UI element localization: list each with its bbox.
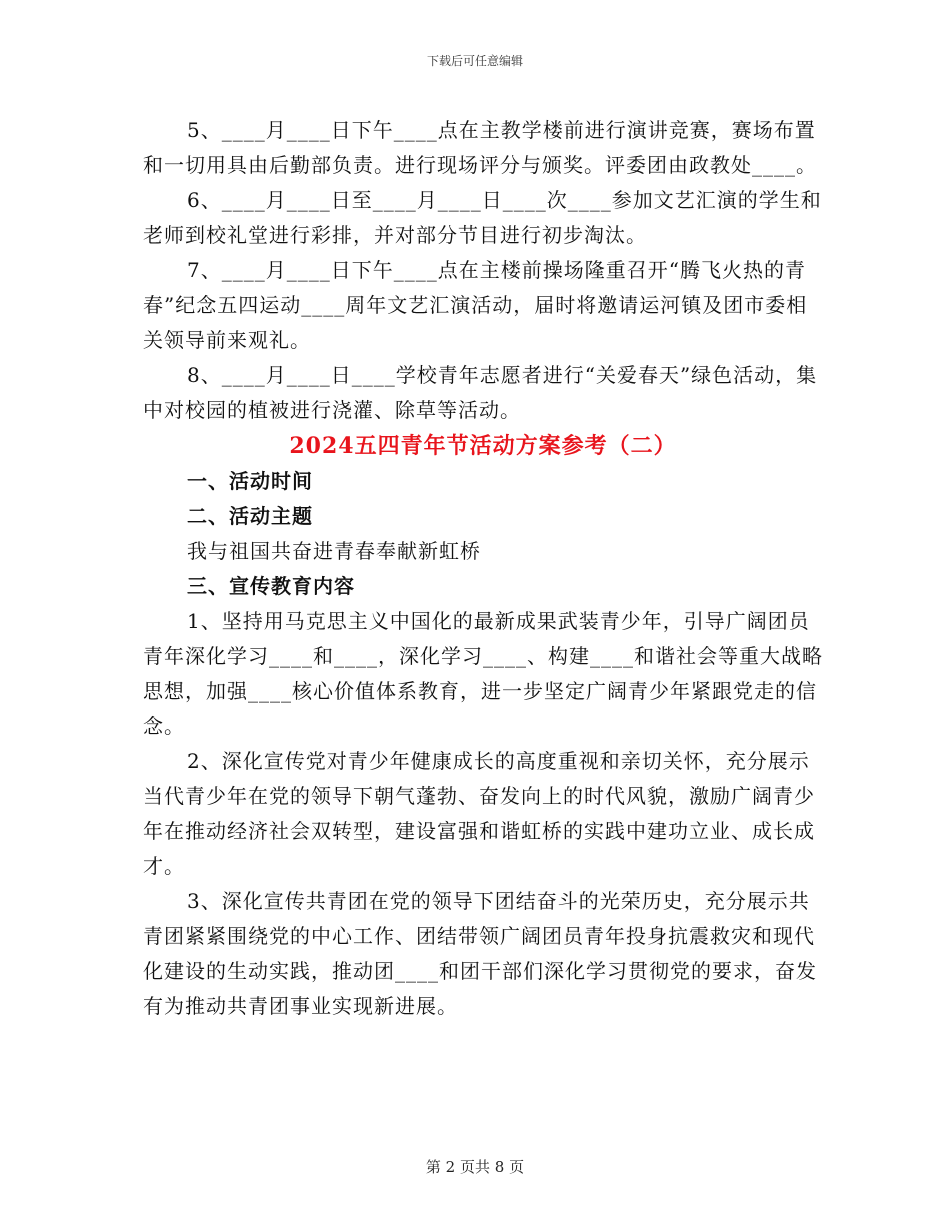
content-item-3: 3、深化宣传共青团在党的领导下团结奋斗的光荣历史，充分展示共青团紧紧围绕党的中心工作、团结带领广阔团员青年投身抗震救灾和现代化建设的生动实践，推动团____和团干部们深化学习贯彻党的要求，奋发有为推动共青团事业实现新进展。 [143,889,817,1018]
content-item-1: 1、坚持用马克思主义中国化的最新成果武装青少年，引导广阔团员青年深化学习____和____，深化学习____、构建____和谐社会等重大战略思想，加强____核心价值体系教育，进一步坚定广阔青少年紧跟党走的信念。 [143,609,823,738]
document-body [143,113,823,1024]
paragraph-item-5: 5、____月____日下午____点在主教学楼前进行演讲竞赛，赛场布置和一切用具由后勤部负责。进行现场评分与颁奖。评委团由政教处____。 [143,118,817,177]
heading-activity-time: 一、活动时间 [187,469,313,493]
paragraph-item-8: 8、____月____日____学校青年志愿者进行“关爱春天”绿色活动，集中对校园的植被进行浇灌、除草等活动。 [143,363,818,422]
section-title: 2024五四青年节活动方案参考（二） [289,433,677,459]
paragraph-item-6: 6、____月____日至____月____日____次____参加文艺汇演的学生和老师到校礼堂进行彩排，并对部分节目进行初步淘汰。 [143,188,822,247]
heading-activity-theme: 二、活动主题 [187,504,313,528]
theme-text: 我与祖国共奋进青春奉献新虹桥 [187,539,481,563]
heading-education-content: 三、宣传教育内容 [187,574,355,598]
paragraph-item-7: 7、____月____日下午____点在主楼前操场隆重召开“腾飞火热的青春”纪念五四运动____周年文艺汇演活动，届时将邀请运河镇及团市委相关领导前来观礼。 [143,258,808,352]
content-item-2: 2、深化宣传党对青少年健康成长的高度重视和亲切关怀，充分展示当代青少年在党的领导下朝气蓬勃、奋发向上的时代风貌，激励广阔青少年在推动经济社会双转型，建设富强和谐虹桥的实践中建功立业、成长成才。 [143,749,815,878]
page-header: 下载后可任意编辑 [426,54,523,68]
page-footer: 第 2 页共 8 页 [425,1158,525,1176]
